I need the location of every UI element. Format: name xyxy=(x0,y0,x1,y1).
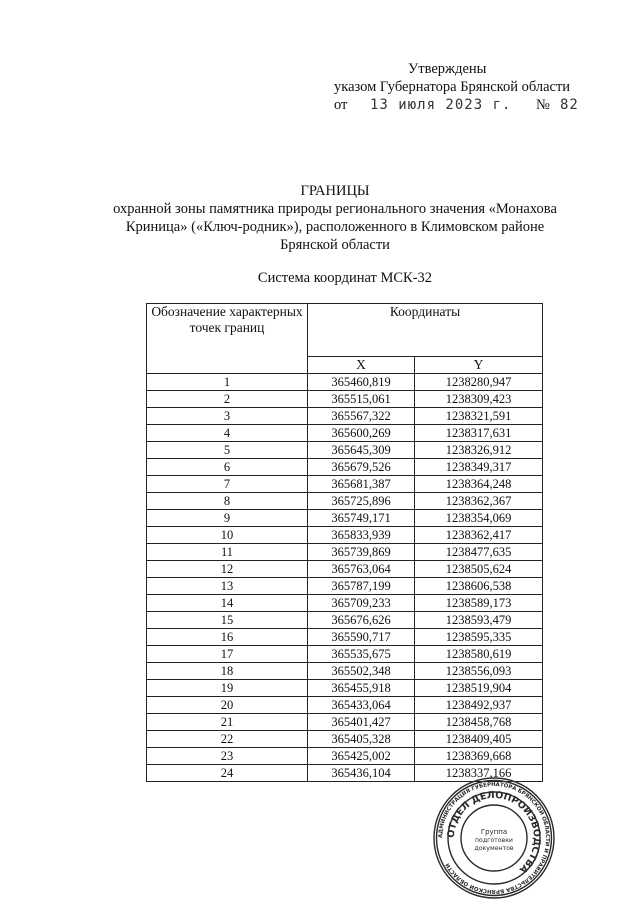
table-row xyxy=(147,374,543,391)
coord-y: 1238349,317 xyxy=(415,459,543,476)
point-number: 14 xyxy=(147,595,308,612)
approval-date: 13 июля 2023 г. xyxy=(370,97,512,113)
point-number: 13 xyxy=(147,578,308,595)
table-row xyxy=(147,629,543,646)
point-number: 17 xyxy=(147,646,308,663)
approval-title: Утверждены xyxy=(408,61,487,77)
table-row xyxy=(147,561,543,578)
coord-y: 1238593,479 xyxy=(415,612,543,629)
table-row xyxy=(147,459,543,476)
table-row xyxy=(147,391,543,408)
coord-x: 365405,328 xyxy=(308,731,415,748)
point-number: 7 xyxy=(147,476,308,493)
coord-y: 1238362,417 xyxy=(415,527,543,544)
table-row xyxy=(147,510,543,527)
from-label: от xyxy=(334,97,348,113)
point-number: 12 xyxy=(147,561,308,578)
document-subtitle: охранной зоны памятника природы регионального значения «Монахова Криница» («Ключ-родник»), расположенного в Климовском районе Брянской области xyxy=(113,201,557,253)
stamp-center-line1: Группа xyxy=(480,828,508,836)
table-row xyxy=(147,493,543,510)
coord-y: 1238362,367 xyxy=(415,493,543,510)
coord-x: 365433,064 xyxy=(308,697,415,714)
table-row xyxy=(147,595,543,612)
point-number: 6 xyxy=(147,459,308,476)
coord-y: 1238309,423 xyxy=(415,391,543,408)
coord-x: 365502,348 xyxy=(308,663,415,680)
document-title: ГРАНИЦЫ xyxy=(300,183,370,199)
coordinate-system: Система координат МСК-32 xyxy=(257,270,433,286)
point-number: 4 xyxy=(147,425,308,442)
table-row xyxy=(147,408,543,425)
coord-x: 365749,171 xyxy=(308,510,415,527)
point-number: 21 xyxy=(147,714,308,731)
office-stamp xyxy=(432,776,556,900)
header-y: Y xyxy=(415,357,543,374)
coord-y: 1238505,624 xyxy=(415,561,543,578)
coord-y: 1238519,904 xyxy=(415,680,543,697)
coord-x: 365600,269 xyxy=(308,425,415,442)
point-number: 23 xyxy=(147,748,308,765)
point-number: 16 xyxy=(147,629,308,646)
coord-y: 1238492,937 xyxy=(415,697,543,714)
coord-y: 1238326,912 xyxy=(415,442,543,459)
coord-y: 1238458,768 xyxy=(415,714,543,731)
coord-x: 365739,869 xyxy=(308,544,415,561)
coord-y: 1238354,069 xyxy=(415,510,543,527)
point-number: 2 xyxy=(147,391,308,408)
stamp-middle-text: ОТДЕЛ ДЕЛОПРОИЗВОДСТВА xyxy=(445,789,543,876)
point-number: 5 xyxy=(147,442,308,459)
coord-y: 1238321,591 xyxy=(415,408,543,425)
table-row xyxy=(147,748,543,765)
coord-y: 1238477,635 xyxy=(415,544,543,561)
approval-date-line xyxy=(334,96,604,116)
coord-x: 365709,233 xyxy=(308,595,415,612)
table-row xyxy=(147,646,543,663)
coord-x: 365436,104 xyxy=(308,765,415,782)
coord-x: 365460,819 xyxy=(308,374,415,391)
coord-x: 365725,896 xyxy=(308,493,415,510)
coord-x: 365681,387 xyxy=(308,476,415,493)
table-row xyxy=(147,731,543,748)
approval-authority: указом Губернатора Брянской области xyxy=(334,79,571,95)
point-number: 10 xyxy=(147,527,308,544)
coord-y: 1238317,631 xyxy=(415,425,543,442)
coord-y: 1238589,173 xyxy=(415,595,543,612)
coord-x: 365590,717 xyxy=(308,629,415,646)
point-number: 22 xyxy=(147,731,308,748)
table-row xyxy=(147,578,543,595)
header-points: Обозначение характерных точек границ xyxy=(147,304,308,374)
coord-x: 365787,199 xyxy=(308,578,415,595)
coord-x: 365567,322 xyxy=(308,408,415,425)
coord-x: 365763,064 xyxy=(308,561,415,578)
coord-y: 1238556,093 xyxy=(415,663,543,680)
coord-x: 365425,002 xyxy=(308,748,415,765)
point-number: 15 xyxy=(147,612,308,629)
table-row xyxy=(147,442,543,459)
point-number: 24 xyxy=(147,765,308,782)
header-coordinates: Координаты xyxy=(308,304,543,357)
coord-x: 365535,675 xyxy=(308,646,415,663)
point-number: 18 xyxy=(147,663,308,680)
point-number: 1 xyxy=(147,374,308,391)
stamp-center-line3: документов xyxy=(474,845,514,852)
table-row xyxy=(147,476,543,493)
table-row xyxy=(147,527,543,544)
coord-y: 1238606,538 xyxy=(415,578,543,595)
header-x: X xyxy=(308,357,415,374)
point-number: 3 xyxy=(147,408,308,425)
table-row xyxy=(147,697,543,714)
point-number: 19 xyxy=(147,680,308,697)
coord-x: 365676,626 xyxy=(308,612,415,629)
document-heading xyxy=(100,182,570,254)
stamp-outer-text: АДМИНИСТРАЦИЯ ГУБЕРНАТОРА БРЯНСКОЙ ОБЛАСТИ И ПРАВИТЕЛЬСТВА БРЯНСКОЙ ОБЛАСТИ xyxy=(437,781,551,895)
stamp-center-line2: подготовки xyxy=(475,837,513,844)
point-number: 20 xyxy=(147,697,308,714)
coordinates-table xyxy=(146,303,543,782)
coord-x: 365515,061 xyxy=(308,391,415,408)
approval-block xyxy=(334,60,604,116)
coord-y: 1238369,668 xyxy=(415,748,543,765)
number-label: № xyxy=(536,97,550,113)
coord-y: 1238280,947 xyxy=(415,374,543,391)
coord-y: 1238595,335 xyxy=(415,629,543,646)
table-row xyxy=(147,663,543,680)
table-row xyxy=(147,425,543,442)
table-row xyxy=(147,680,543,697)
coord-y: 1238364,248 xyxy=(415,476,543,493)
coord-y: 1238409,405 xyxy=(415,731,543,748)
coord-x: 365455,918 xyxy=(308,680,415,697)
approval-number: 82 xyxy=(560,97,579,113)
table-row xyxy=(147,544,543,561)
point-number: 9 xyxy=(147,510,308,527)
coord-x: 365833,939 xyxy=(308,527,415,544)
point-number: 11 xyxy=(147,544,308,561)
table-body xyxy=(147,374,543,782)
coord-y: 1238337,166 xyxy=(415,765,543,782)
point-number: 8 xyxy=(147,493,308,510)
coord-x: 365401,427 xyxy=(308,714,415,731)
coord-x: 365679,526 xyxy=(308,459,415,476)
table-row xyxy=(147,714,543,731)
table-row xyxy=(147,612,543,629)
coord-y: 1238580,619 xyxy=(415,646,543,663)
coord-x: 365645,309 xyxy=(308,442,415,459)
